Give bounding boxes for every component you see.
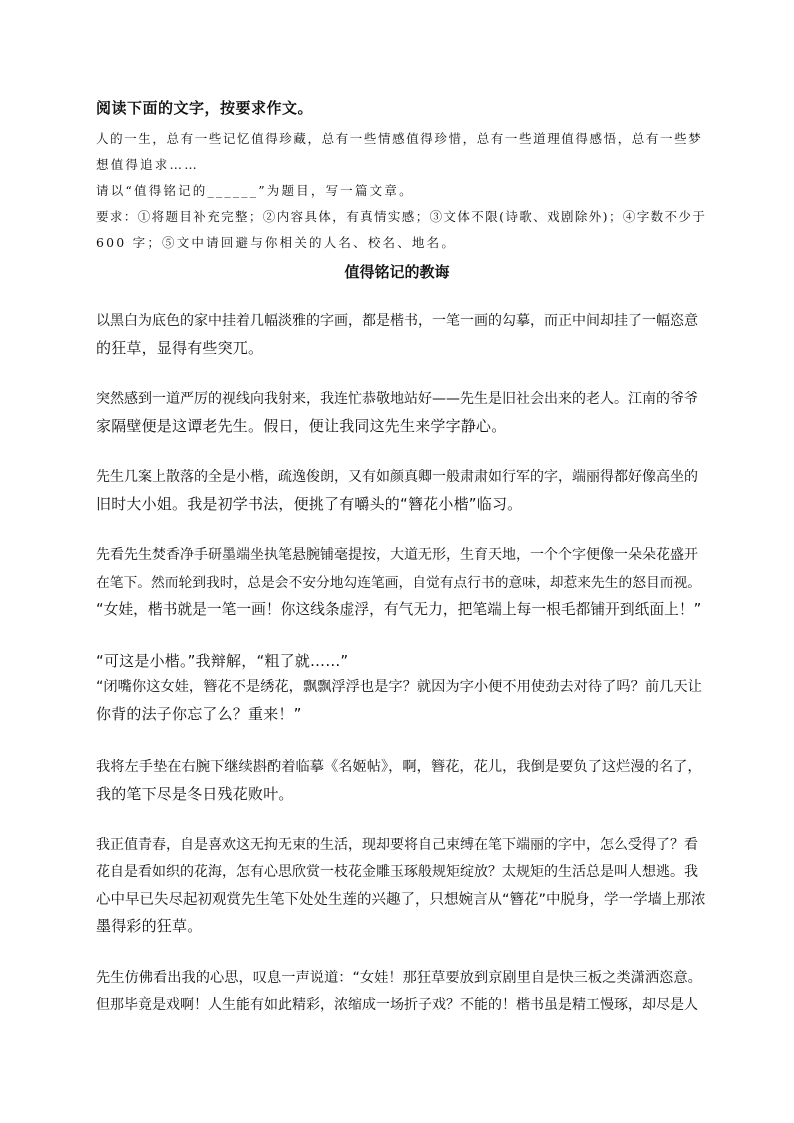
essay-line: 先生仿佛看出我的心思，叹息一声说道：“女娃！那狂草要放到京剧里自是快三板之类潇洒恣意。 — [96, 970, 702, 986]
essay-line: 墨得彩的狂草。 — [96, 917, 203, 935]
instruction-line: 人的一生，总有一些记忆值得珍藏，总有一些情感值得珍惜，总有一些道理值得感悟，总有一些梦 — [96, 131, 703, 146]
essay-line: “女娃，楷书就是一笔一画！你这线条虚浮，有气无力，把笔端上每一根毛都铺开到纸面上！” — [96, 601, 702, 618]
instruction-line: 600 字；⑤文中请回避与你相关的人名、校名、地名。 — [96, 235, 457, 250]
essay-line: “可这是小楷。”我辩解，“粗了就……” — [96, 652, 349, 670]
essay-line: 我的笔下尽是冬日残花败叶。 — [96, 785, 294, 803]
essay-line: 我将左手垫在右腕下继续斟酌着临摹《名姬帖》，啊，簪花，花儿，我倒是要负了这烂漫的名了， — [96, 759, 702, 775]
essay-line: 旧时大小姐。我是初学书法，便挑了有嚼头的“簪花小楷”临习。 — [96, 495, 523, 513]
instructions-heading: 阅读下面的文字，按要求作文。 — [96, 99, 314, 117]
essay-line: 在笔下。然而轮到我时，总是会不安分地勾连笔画，自觉有点行书的意味，却惹来先生的怒目而视。 — [96, 575, 702, 591]
instruction-line: 要求：①将题目补充完整；②内容具体，有真情实感；③文体不限(诗歌、戏剧除外)；④字数不少于 — [96, 209, 707, 224]
instruction-line: 想值得追求…… — [96, 157, 199, 172]
essay-line: 花自是看如织的花海，怎有心思欣赏一枝花金雕玉琢般规矩绽放？太规矩的生活总是叫人想逃。我 — [96, 864, 698, 880]
essay-line: 我正值青春，自是喜欢这无拘无束的生活，现却要将自己束缚在笔下端丽的字中，怎么受得了？看 — [96, 837, 698, 853]
essay-line: 家隔壁便是这谭老先生。假日，便让我同这先生来学字静心。 — [96, 417, 507, 435]
essay-line: 以黑白为底色的家中挂着几幅淡雅的字画，都是楷书，一笔一画的勾摹，而正中间却挂了一幅恣意 — [96, 313, 698, 329]
essay-line: 但那毕竟是戏啊！人生能有如此精彩，浓缩成一场折子戏？不能的！楷书虽是精工慢琢，却尽是人 — [96, 997, 698, 1013]
essay-line: 先看先生焚香净手研墨端坐执笔悬腕铺毫提按，大道无形，生育天地，一个个字便像一朵朵花盛开 — [96, 547, 698, 563]
essay-line: 先生几案上散落的全是小楷，疏逸俊朗，又有如颜真卿一般肃肃如行军的字，端丽得都好像高坐的 — [96, 469, 698, 485]
essay-line: “闭嘴你这女娃，簪花不是绣花，飘飘浮浮也是字？就因为字小便不用使劲去对待了吗？前几天让 — [96, 679, 702, 695]
essay-line: 心中早已失尽起初观赏先生笔下处处生莲的兴趣了，只想婉言从“簪花”中脱身，学一学墙上那浓 — [96, 892, 706, 908]
essay-line: 你背的法子你忘了么？重来！” — [96, 705, 302, 723]
essay-title: 值得铭记的教诲 — [344, 263, 450, 281]
instruction-line: 请以“值得铭记的______”为题目，写一篇文章。 — [96, 183, 414, 198]
essay-line: 突然感到一道严厉的视线向我射来，我连忙恭敬地站好——先生是旧社会出来的老人。江南的爷爷 — [96, 391, 698, 407]
essay-line: 的狂草，显得有些突兀。 — [96, 339, 264, 357]
